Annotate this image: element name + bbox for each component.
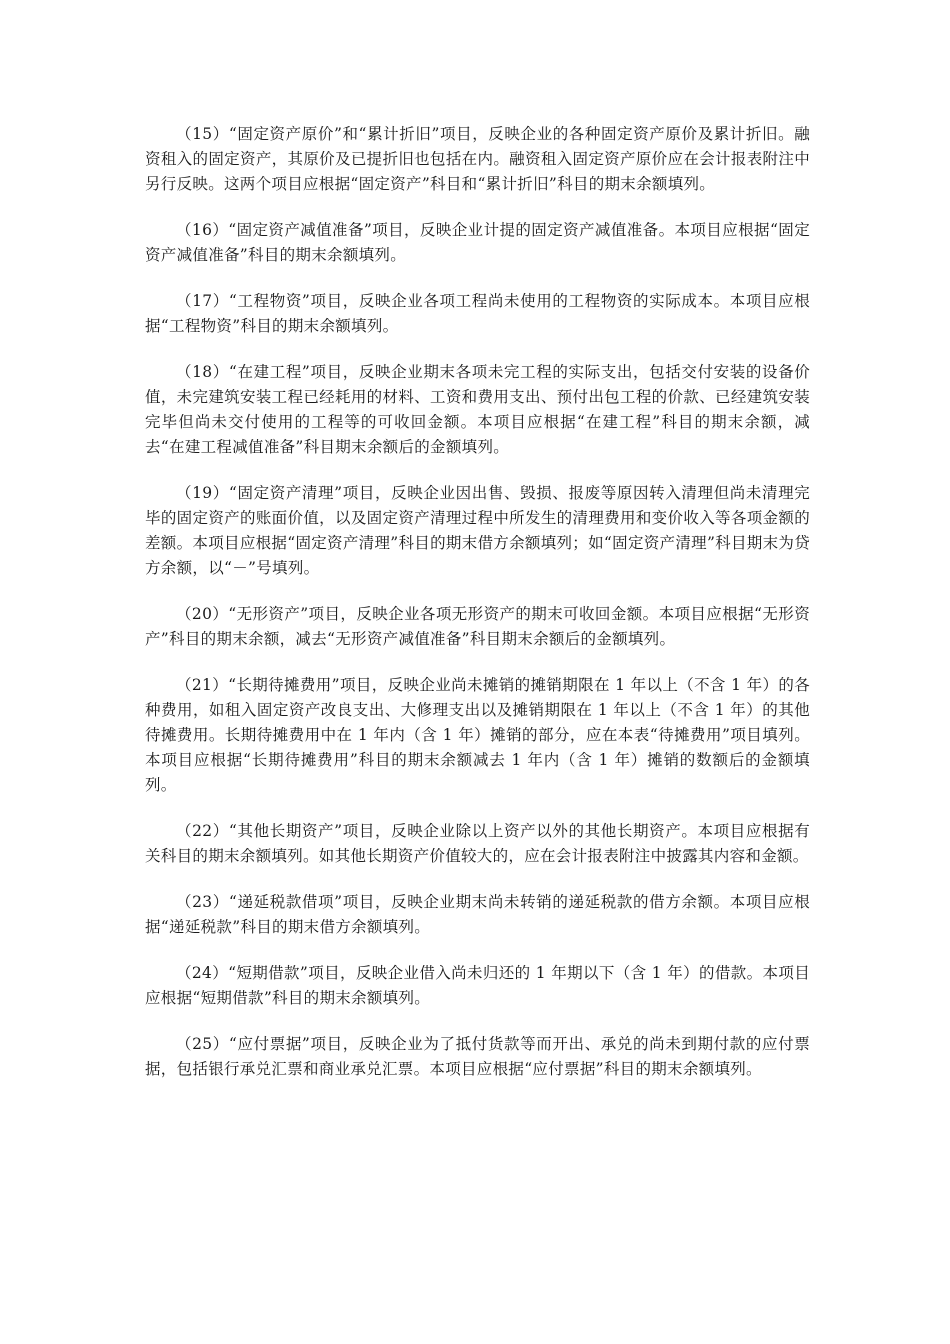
paragraph-16: （16）“固定资产减值准备”项目，反映企业计提的固定资产减值准备。本项目应根据“固定资产减值准备”科目的期末余额填列。 xyxy=(145,221,810,264)
paragraph-20: （20）“无形资产”项目，反映企业各项无形资产的期末可收回金额。本项目应根据“无形资产”科目的期末余额，减去“无形资产减值准备”科目期末余额后的金额填列。 xyxy=(145,605,810,648)
paragraph-23: （23）“递延税款借项”项目，反映企业期末尚未转销的递延税款的借方余额。本项目应根据“递延税款”科目的期末借方余额填列。 xyxy=(145,893,810,936)
paragraph-22: （22）“其他长期资产”项目，反映企业除以上资产以外的其他长期资产。本项目应根据有关科目的期末余额填列。如其他长期资产价值较大的，应在会计报表附注中披露其内容和金额。 xyxy=(145,822,810,865)
paragraph-18: （18）“在建工程”项目，反映企业期末各项未完工程的实际支出，包括交付安装的设备价值，未完建筑安装工程已经耗用的材料、工资和费用支出、预付出包工程的价款、已经建筑安装完毕但尚未交付使用的工程等的可收回金额。本项目应根据“在建工程”科目的期末余额，减去“在建工程减值准备”科目期末余额后的金额填列。 xyxy=(145,363,810,456)
paragraph-17: （17）“工程物资”项目，反映企业各项工程尚未使用的工程物资的实际成本。本项目应根据“工程物资”科目的期末余额填列。 xyxy=(145,292,810,335)
paragraph-21: （21）“长期待摊费用”项目，反映企业尚未摊销的摊销期限在 1 年以上（不含 1 年）的各种费用，如租入固定资产改良支出、大修理支出以及摊销期限在 1 年以上（不含 1 年）的其他待摊费用。长期待摊费用中在 1 年内（含 1 年）摊销的部分，应在本表“待摊费用”项目填列。本项目应根据“长期待摊费用”科目的期末余额减去 1 年内（含 1 年）摊销的数额后的金额填列。 xyxy=(145,676,810,794)
paragraph-25: （25）“应付票据”项目，反映企业为了抵付货款等而开出、承兑的尚未到期付款的应付票据，包括银行承兑汇票和商业承兑汇票。本项目应根据“应付票据”科目的期末余额填列。 xyxy=(145,1035,810,1078)
paragraph-24: （24）“短期借款”项目，反映企业借入尚未归还的 1 年期以下（含 1 年）的借款。本项目应根据“短期借款”科目的期末余额填列。 xyxy=(145,964,810,1007)
document-body xyxy=(145,122,810,1103)
paragraph-15: （15）“固定资产原价”和“累计折旧”项目，反映企业的各种固定资产原价及累计折旧。融资租入的固定资产，其原价及已提折旧也包括在内。融资租入固定资产原价应在会计报表附注中另行反映。这两个项目应根据“固定资产”科目和“累计折旧”科目的期末余额填列。 xyxy=(145,125,810,193)
paragraph-19: （19）“固定资产清理”项目，反映企业因出售、毁损、报废等原因转入清理但尚未清理完毕的固定资产的账面价值，以及固定资产清理过程中所发生的清理费用和变价收入等各项金额的差额。本项目应根据“固定资产清理”科目的期末借方余额填列；如“固定资产清理”科目期末为贷方余额，以“－”号填列。 xyxy=(145,484,810,577)
